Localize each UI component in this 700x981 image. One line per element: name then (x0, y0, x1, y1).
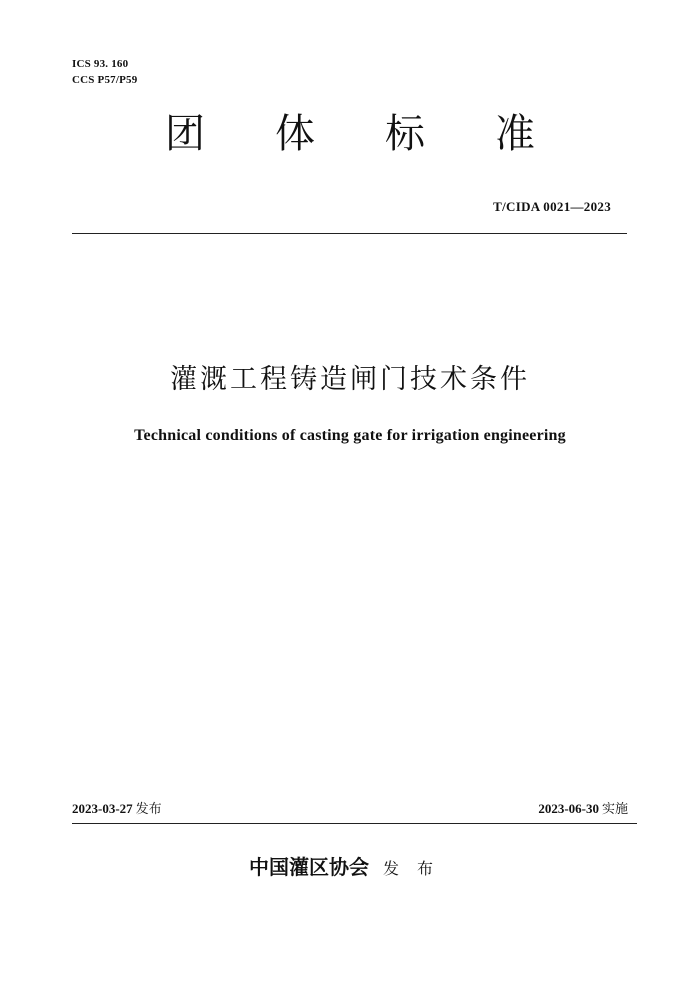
title-english: Technical conditions of casting gate for irrigation engineering (134, 427, 566, 444)
ccs-code: CCS P57/P59 (72, 74, 138, 86)
issue-date-line (72, 800, 162, 819)
title-chinese: 灌溉工程铸造闸门技术条件 (170, 364, 530, 395)
standard-type-char: 准 (495, 111, 535, 157)
publisher-line (0, 852, 700, 884)
implementation-date: 2023-06-30 (538, 801, 599, 816)
ics-code: ICS 93. 160 (72, 58, 129, 70)
publisher-name: 中国灌区协会 (248, 855, 369, 879)
standard-type-char: 团 (165, 111, 205, 157)
implementation-date-line (538, 800, 628, 819)
standard-type-char: 标 (385, 111, 425, 157)
header-divider (72, 233, 627, 234)
issue-label: 发布 (135, 802, 162, 817)
implementation-label: 实施 (601, 802, 628, 817)
footer-divider (72, 823, 637, 824)
standard-number: T/CIDA 0021—2023 (493, 199, 611, 214)
standard-type-char: 体 (275, 111, 315, 157)
standard-type-heading (0, 106, 700, 166)
publisher-action: 发布 (382, 859, 451, 878)
issue-date: 2023-03-27 (72, 801, 133, 816)
